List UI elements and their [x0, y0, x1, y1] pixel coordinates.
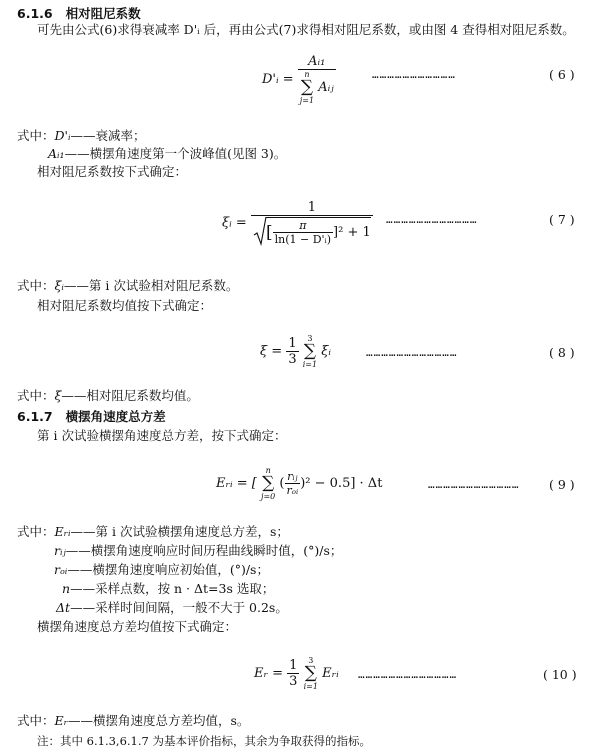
definition-text: ——横摆角速度响应初始值，(°)/s；: [67, 562, 269, 577]
eq10-lhs: Eᵣ =: [254, 666, 284, 681]
eq8-dots: ………………………………: [366, 346, 458, 359]
paragraph-rel-damping: 相对阻尼系数按下式确定：: [37, 164, 188, 179]
where-lead: 式中：: [17, 388, 55, 403]
paragraph-mean-variance: 横摆角速度总方差均值按下式确定：: [37, 619, 238, 634]
eq10-sum-lower: i=1: [303, 682, 318, 691]
eq8-sum: [303, 334, 317, 369]
where-line-6b: [48, 146, 286, 162]
definition-text: ——采样时间间隔，一般不大于 0.2s。: [70, 600, 288, 615]
definition-text: ——第 i 次试验横摆角速度总方差，s；: [70, 524, 289, 539]
eq6-numerator: Aᵢ₁: [308, 54, 326, 69]
eq6-denominator: Aᵢⱼ: [318, 80, 334, 95]
sqrt-icon: [253, 216, 267, 246]
where-line-8: [17, 388, 199, 404]
section-heading-616: [17, 4, 141, 22]
sqrt-radicand: [ $\frac{\pi}{\text{ln(1 − D'ᵢ)}}$ ]² + 1: [265, 218, 371, 246]
symbol-r-oi: rₒᵢ: [54, 562, 68, 577]
eq9-open: (: [279, 476, 285, 491]
eq10-term: Eᵣᵢ: [322, 666, 339, 681]
eq10-sum-upper: 3: [308, 656, 314, 665]
eq9-numerator: rᵢⱼ: [287, 470, 298, 483]
eq9-denominator: rₒᵢ: [286, 484, 299, 497]
eq9-fraction: [285, 470, 301, 497]
eq8-number: ( 8 ): [549, 345, 575, 360]
definition-text: ——横摆角速度响应时间历程曲线瞬时值，(°)/s；: [65, 543, 343, 558]
eq8-coefficient: [286, 336, 298, 367]
definition-text: ——采样点数，按 n · Δt=3s 选取；: [70, 581, 275, 596]
eq6-sum-upper: n: [304, 70, 310, 79]
definition-text: ——横摆角速度第一个波峰值(见图 3)。: [64, 146, 287, 161]
definition-text: ——横摆角速度总方差均值，s。: [67, 713, 250, 728]
eq10-sum: [304, 656, 318, 691]
eq10-coef-num: 1: [289, 658, 298, 673]
where-line-7: [17, 278, 238, 294]
symbol-a-i1: Aᵢ₁: [48, 146, 65, 161]
section-title: 相对阻尼系数: [65, 6, 141, 21]
eq8-coef-num: 1: [288, 336, 297, 351]
eq9-lhs: Eᵣᵢ = [: [216, 476, 257, 491]
eq9-tail: )² − 0.5] · Δt: [300, 476, 383, 491]
eq8-term: ξᵢ: [321, 344, 332, 359]
section-heading-617: [17, 407, 166, 425]
definition-text: ——衰减率；: [70, 128, 146, 143]
where-lead: 式中：: [17, 278, 55, 293]
where-lead: 式中：: [17, 524, 55, 539]
eq8-lhs: ξ =: [260, 344, 283, 359]
equation-10: [254, 656, 339, 691]
eq9-number: ( 9 ): [549, 477, 575, 492]
symbol-e-r: Eᵣ: [54, 713, 68, 728]
paragraph-intro-616: 可先由公式(6)求得衰减率 D'ᵢ 后，再由公式(7)求得相对阻尼系数，或由图 4 查得相对阻尼系数。: [37, 22, 575, 37]
eq10-coef-den: 3: [289, 674, 298, 689]
eq9-sum-lower: j=0: [261, 492, 276, 501]
where-lead: 式中：: [17, 713, 55, 728]
symbol-d-prime: D'ᵢ: [54, 128, 71, 143]
eq6-sum-lower: j=1: [299, 96, 315, 105]
eq7-inner-fraction: [273, 219, 333, 246]
symbol-r-ij: rᵢⱼ: [54, 543, 66, 558]
where-line-6a: [17, 128, 146, 144]
definition-text: ——第 i 次试验相对阻尼系数。: [63, 278, 239, 293]
eq9-sum-upper: n: [265, 466, 271, 475]
eq7-lhs: ξᵢ =: [222, 215, 247, 231]
equation-6: [262, 54, 336, 105]
paragraph-rel-damping-mean: 相对阻尼系数均值按下式确定：: [37, 298, 213, 313]
symbol-xi: ξ: [54, 388, 62, 403]
symbol-n: n: [62, 581, 71, 596]
eq10-dots: …………………………………: [358, 668, 458, 681]
equation-9: [216, 466, 382, 501]
eq10-number: ( 10 ): [543, 667, 577, 682]
footnote: 注：其中 6.1.3,6.1.7 为基本评价指标，其余为争取获得的指标。: [37, 734, 371, 748]
eq8-sum-lower: i=1: [302, 360, 318, 369]
symbol-xi-i: ξᵢ: [54, 278, 64, 293]
where-lead: 式中：: [17, 128, 55, 143]
where-line-9c: [54, 562, 269, 578]
eq7-fraction: [251, 200, 373, 246]
eq7-denominator-wrap: [251, 215, 373, 246]
eq7-dots: ………………………………: [386, 213, 478, 226]
definition-text: ——相对阻尼系数均值。: [61, 388, 199, 403]
eq8-sum-upper: 3: [307, 334, 313, 343]
eq6-fraction: [298, 54, 336, 105]
where-line-9a: [17, 524, 289, 540]
eq9-dots: ………………………………: [428, 478, 520, 491]
eq6-number: ( 6 ): [549, 67, 575, 82]
equation-8: [260, 334, 331, 369]
where-line-9d: [62, 581, 274, 597]
paragraph-intro-617: 第 i 次试验横摆角速度总方差，按下式确定：: [37, 428, 287, 443]
section-title: 横摆角速度总方差: [65, 409, 166, 424]
eq6-dots: ……………………………: [372, 68, 456, 81]
eq7-number: ( 7 ): [549, 212, 575, 227]
eq7-inner-denominator: ln(1 − D'ᵢ): [274, 232, 332, 246]
eq6-lhs: D'ᵢ =: [262, 72, 294, 87]
sigma-icon: ∑: [262, 473, 275, 493]
eq7-numerator: 1: [307, 200, 316, 215]
eq9-sum: [261, 466, 275, 501]
eq7-inner-numerator: π: [299, 218, 307, 232]
eq6-denominator-wrap: [298, 69, 336, 105]
symbol-delta-t: Δt: [56, 600, 71, 615]
sigma-icon: ∑: [304, 663, 317, 683]
symbol-e-ri: Eᵣᵢ: [54, 524, 71, 539]
section-number: 6.1.7: [17, 409, 53, 424]
section-number: 6.1.6: [17, 6, 53, 21]
eq10-coefficient: [287, 658, 299, 689]
where-line-9e: [56, 600, 288, 616]
eq6-sum: [300, 70, 314, 105]
sigma-icon: ∑: [300, 77, 313, 97]
eq7-tail: ]² + 1: [333, 224, 371, 240]
sigma-icon: ∑: [303, 341, 316, 361]
eq8-coef-den: 3: [288, 352, 297, 367]
equation-7: [222, 200, 373, 246]
where-line-10: [17, 713, 249, 729]
where-line-9b: [54, 543, 342, 559]
